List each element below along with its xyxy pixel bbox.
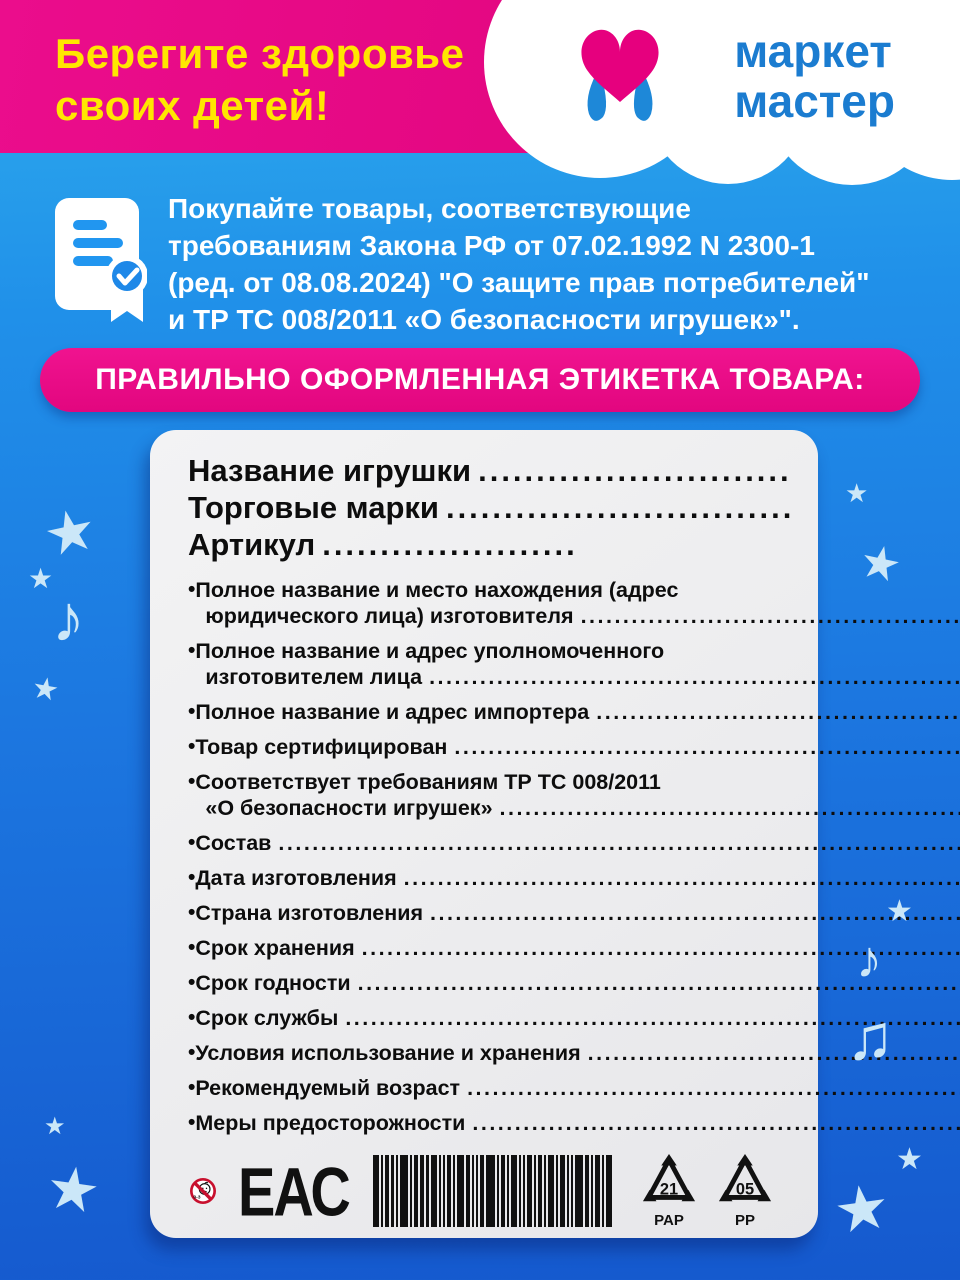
label-item [188,1110,792,1136]
star-icon: ★ [845,478,869,508]
item-label: Полное название и адрес импортера [195,700,590,724]
field-article [188,526,578,563]
bullet-dot: • [188,700,196,723]
dotted-line [278,830,960,852]
bullet-dot: • [188,866,196,889]
item-label: Соответствует требованиям ТР ТС 008/2011 [195,770,661,794]
age-warning-0-3-icon [190,1152,216,1230]
bullet-dot: • [188,1076,196,1099]
label-item [188,769,792,821]
dotted-line [430,900,960,922]
star-icon: ★ [44,1113,66,1140]
brand-logo-text [734,26,895,126]
item-label: Страна изготовления [195,901,423,925]
label-card-items [188,577,792,1136]
brand-logo-icon [568,22,672,134]
label-item [188,1040,792,1066]
label-item [188,935,792,961]
star-icon: ★ [829,1171,895,1248]
bullet-dot: • [188,735,196,758]
law-note-line: (ред. от 08.08.2024) "О защите прав потребителей" [168,267,870,298]
item-label: Полное название и место нахождения (адрес [195,578,679,602]
star-icon: ★ [29,670,62,709]
item-label: изготовителем лица [205,665,423,689]
bullet-dot: • [188,639,196,662]
label-item [188,734,792,760]
label-item [188,1005,792,1031]
music-note-icon: ♪ [856,931,882,989]
bullet-dot: • [188,1111,196,1134]
label-item [188,970,792,996]
star-icon: ★ [41,1152,105,1227]
label-item [188,830,792,856]
law-note-line: Покупайте товары, соответствующие [168,193,691,224]
law-note-line: требованиям Закона РФ от 07.02.1992 N 2300-1 [168,230,815,261]
recycle-05-pp-icon [716,1153,774,1229]
item-label: Дата изготовления [195,866,397,890]
law-note-line: и ТР ТС 008/2011 «О безопасности игрушек»". [168,304,800,335]
item-label: Условия использование и хранения [195,1041,581,1065]
dotted-line [454,734,960,756]
brand-name-line2: мастер [734,75,895,127]
bullet-dot: • [188,578,196,601]
star-icon: ★ [37,495,103,570]
svg-text:21: 21 [659,1180,679,1199]
dotted-line [478,452,792,483]
dotted-line [446,489,792,520]
recycle-21-pap-icon [640,1153,698,1229]
music-note-icon: ♫ [846,1001,894,1073]
dotted-line [581,603,960,625]
star-icon: ★ [886,895,913,928]
item-label: Срок хранения [195,936,355,960]
law-note-text [168,190,870,338]
barcode [373,1155,614,1227]
field-label: Торговые марки [188,490,439,525]
svg-text:05: 05 [735,1180,755,1199]
label-item [188,577,792,629]
bullet-dot: • [188,1041,196,1064]
certificate-document-icon [45,196,147,324]
bullet-dot: • [188,901,196,924]
item-label: Срок службы [195,1006,339,1030]
dotted-line [429,664,960,686]
bullet-dot: • [188,831,196,854]
recycle-code-label: PP [734,1212,755,1229]
star-icon: ★ [896,1143,923,1176]
music-note-icon: ♪ [52,581,85,655]
item-label: юридического лица) изготовителя [205,604,574,628]
item-label: Товар сертифицирован [195,735,448,759]
field-toy-name [188,452,792,489]
bullet-dot: • [188,936,196,959]
dotted-line [500,795,960,817]
dotted-line [472,1110,960,1132]
item-label: Состав [195,831,272,855]
field-trademarks [188,489,792,526]
item-label: Рекомендуемый возраст [195,1076,461,1100]
item-label: Срок годности [195,971,351,995]
label-item [188,1075,792,1101]
label-item [188,638,792,690]
recycle-code-label: PAP [654,1212,684,1229]
item-label: Меры предосторожности [195,1111,466,1135]
bullet-dot: • [188,971,196,994]
label-item [188,699,792,725]
label-item [188,865,792,891]
certification-marks-row [188,1152,792,1230]
dotted-line [467,1075,960,1097]
dotted-line [322,526,578,557]
bullet-dot: • [188,1006,196,1029]
section-banner-label: ПРАВИЛЬНО ОФОРМЛЕННАЯ ЭТИКЕТКА ТОВАРА: [95,363,865,396]
star-icon: ★ [855,533,907,593]
star-icon: ★ [28,563,54,594]
eac-mark: ЕАС [237,1152,349,1230]
brand-name-line1: маркет [734,25,892,77]
label-item [188,900,792,926]
svg-text:0-3: 0-3 [193,1194,201,1201]
label-example-card [150,430,818,1238]
page-title [55,28,464,132]
field-label: Название игрушки [188,453,472,488]
page-title-line2: своих детей! [55,82,330,129]
dotted-line [588,1040,960,1062]
section-banner [40,348,920,412]
dotted-line [596,699,960,721]
dotted-line [404,865,960,887]
field-label: Артикул [188,527,316,562]
page-title-line1: Берегите здоровье [55,30,465,77]
item-label: «О безопасности игрушек» [205,796,493,820]
item-label: Полное название и адрес уполномоченного [195,639,665,663]
bullet-dot: • [188,770,196,793]
